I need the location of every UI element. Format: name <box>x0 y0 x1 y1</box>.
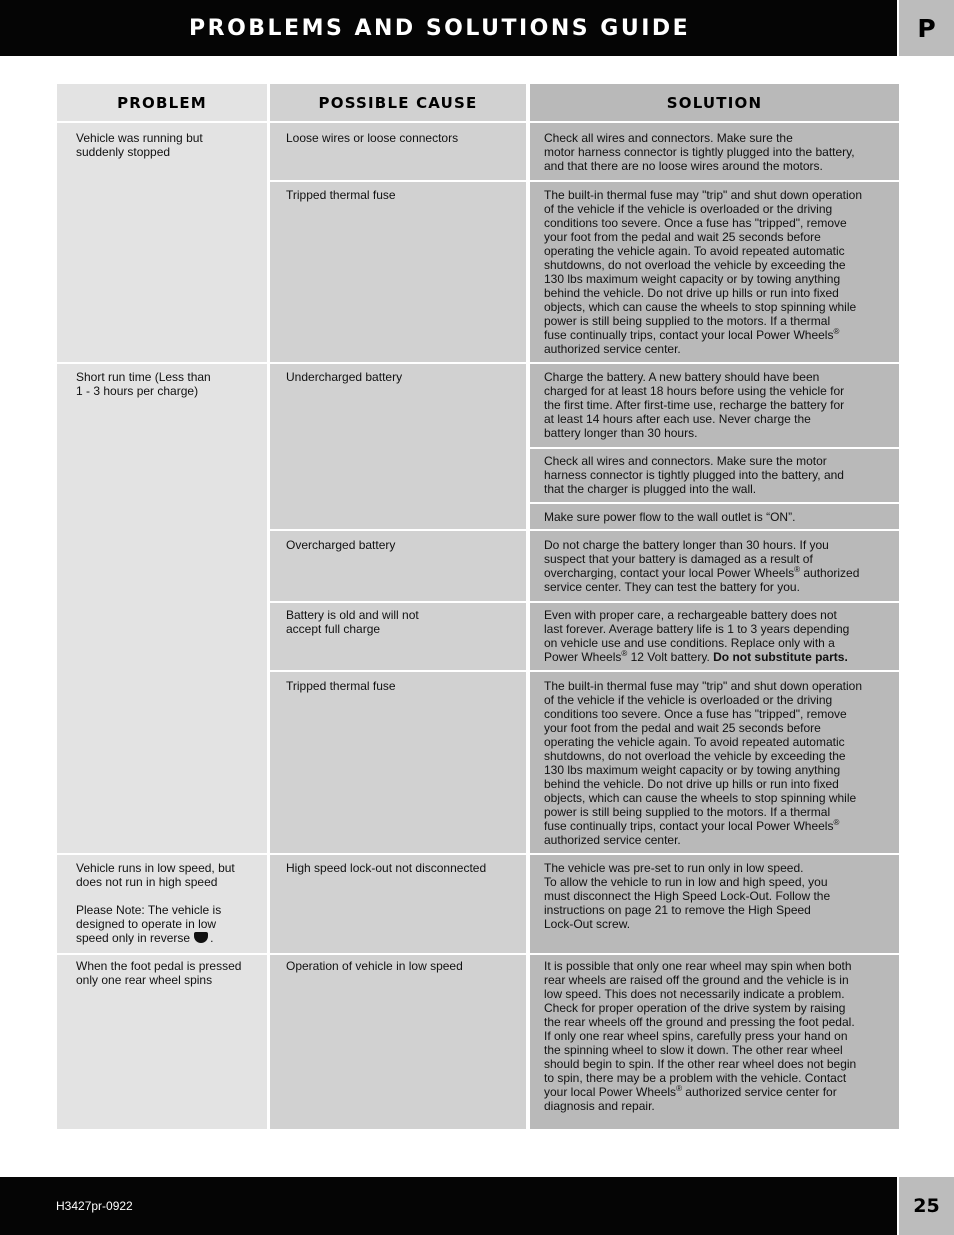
cause-cell: Operation of vehicle in low speed <box>286 959 463 973</box>
cause-divider <box>270 601 899 603</box>
solution-divider <box>530 502 899 504</box>
row-divider <box>57 953 899 955</box>
solution-divider <box>530 447 899 449</box>
solution-cell: The built-in thermal fuse may "trip" and shut down operation of the vehicle if the vehicle is overloaded or the driving conditions too severe. Once a fuse has "tripped", remove your foot from the pedal and wait 25 seconds before operating the vehicle again. To avoid repeated automatic shutdowns, do not overload the vehicle by exceeding the 130 lbs maximum weight capacity or by towing anything behind the vehicle. Do not drive up hills or run into fixed objects, which can cause the wheels to stop spinning while power is still being supplied to the motors. If a thermal fuse continually trips, contact your local Power Wheels® authorized service center. <box>544 679 863 847</box>
cause-cell: Tripped thermal fuse <box>286 679 396 693</box>
footer-bar <box>0 1177 897 1235</box>
problem-cell: Vehicle was running but suddenly stopped <box>76 131 203 159</box>
document-code: H3427pr-0922 <box>56 1199 133 1213</box>
cause-cell: Loose wires or loose connectors <box>286 131 459 145</box>
header-divider <box>57 121 899 123</box>
solution-cell: It is possible that only one rear wheel may spin when both rear wheels are raised off the ground and the vehicle is in low speed. This does not necessarily indicate a problem. Check for proper operation of the drive system by raising the rear wheels off the ground and pressing the foot pedal. If only one rear wheel spins, carefully press your hand on the spinning wheel to slow it down. The other rear wheel should begin to spin. If the other rear wheel does not begin to spin, there may be a problem with the vehicle. Contact your local Power Wheels® authorized service center for diagnosis and repair. <box>544 959 857 1113</box>
row-divider <box>57 362 899 364</box>
solution-cell: Make sure power flow to the wall outlet is “ON”. <box>544 510 796 524</box>
cause-column-header: POSSIBLE CAUSE <box>318 94 478 112</box>
solution-column-header: SOLUTION <box>666 94 763 112</box>
solution-cell: Check all wires and connectors. Make sure the motor harness connector is tightly plugged into the battery, and that the charger is plugged into the wall. <box>544 454 844 496</box>
problem-cell: Vehicle runs in low speed, but does not run in high speed Please Note: The vehicle is designed to operate in low speed only in reverse . <box>76 861 235 945</box>
cause-divider <box>270 670 899 672</box>
solution-cell: The vehicle was pre-set to run only in low speed. To allow the vehicle to run in low and high speed, you must disconnect the High Speed Lock-Out. Follow the instructions on page 21 to remove the High Speed Lock-Out screw. <box>544 861 831 931</box>
solution-cell: Check all wires and connectors. Make sure the motor harness connector is tightly plugged into the battery, and that there are no loose wires around the motors. <box>544 131 855 173</box>
solution-cell: Even with proper care, a rechargeable battery does not last forever. Average battery life is 1 to 3 years depending on vehicle use and use conditions. Replace only with a Power Wheels® 12 Volt battery. Do not substitute parts. <box>544 608 850 664</box>
solution-cell: Charge the battery. A new battery should have been charged for at least 18 hours before using the vehicle for the first time. After first-time use, recharge the battery for at least 14 hours after each use. Never charge the battery longer than 30 hours. <box>544 370 845 440</box>
problem-column-header: PROBLEM <box>117 94 207 112</box>
row-divider <box>57 853 899 855</box>
page-number: 25 <box>899 1177 954 1235</box>
solution-cell: The built-in thermal fuse may "trip" and shut down operation of the vehicle if the vehicle is overloaded or the driving conditions too severe. Once a fuse has "tripped", remove your foot from the pedal and wait 25 seconds before operating the vehicle again. To avoid repeated automatic shutdowns, do not overload the vehicle by exceeding the 130 lbs maximum weight capacity or by towing anything behind the vehicle. Do not drive up hills or run into fixed objects, which can cause the wheels to stop spinning while power is still being supplied to the motors. If a thermal fuse continually trips, contact your local Power Wheels® authorized service center. <box>544 188 863 356</box>
solution-cell: Do not charge the battery longer than 30 hours. If you suspect that your battery is damaged as a result of overcharging, contact your local Power Wheels® authorized service center. They can test the battery for you. <box>544 538 860 594</box>
cause-cell: Battery is old and will not accept full charge <box>286 608 419 636</box>
cause-divider <box>270 529 899 531</box>
cause-cell: Overcharged battery <box>286 538 396 552</box>
cause-cell: High speed lock-out not disconnected <box>286 861 487 875</box>
cause-cell: Tripped thermal fuse <box>286 188 396 202</box>
page-title: PROBLEMS AND SOLUTIONS GUIDE <box>189 16 691 41</box>
cause-cell: Undercharged battery <box>286 370 403 384</box>
reverse-gear-icon <box>194 932 208 943</box>
cause-divider <box>270 180 899 182</box>
problem-cell: Short run time (Less than 1 - 3 hours per charge) <box>76 370 211 398</box>
section-tab: P <box>899 0 954 56</box>
problem-cell: When the foot pedal is pressed only one rear wheel spins <box>76 959 242 987</box>
